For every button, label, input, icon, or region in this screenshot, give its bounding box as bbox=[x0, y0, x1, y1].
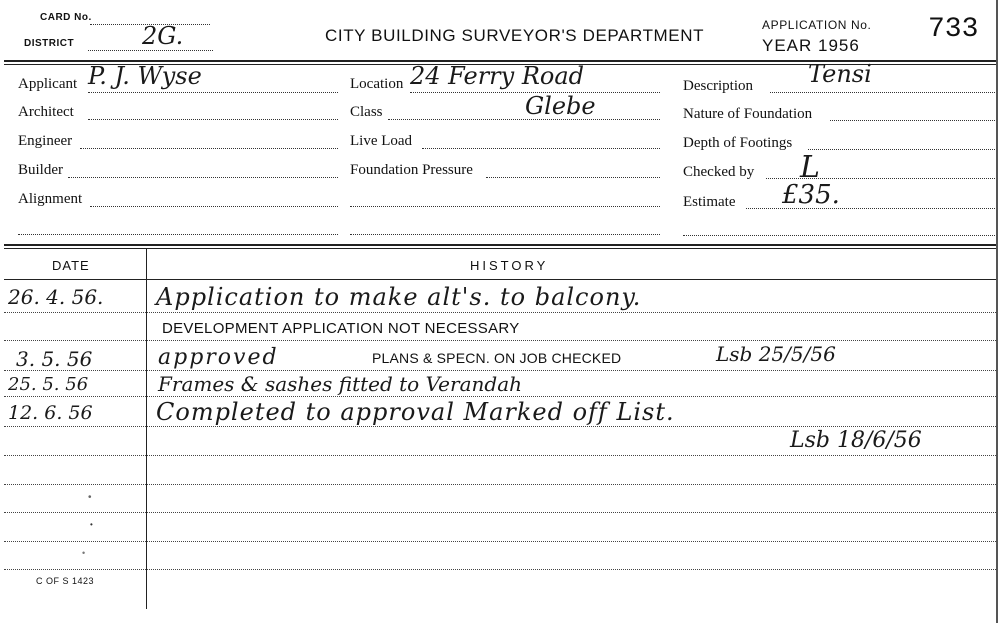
ink-speck: • bbox=[82, 548, 86, 558]
row-history: Completed to approval Marked off List. bbox=[156, 398, 675, 426]
alignment-dotted-line bbox=[90, 206, 338, 207]
applicant-label: Applicant bbox=[18, 76, 78, 92]
nature-of-foundation-dotted-line bbox=[830, 120, 995, 121]
class-label: Class bbox=[350, 104, 383, 120]
checked-by-value: L bbox=[800, 150, 820, 185]
applicant-value: P. J. Wyse bbox=[88, 62, 202, 90]
col2-dotted-line-5 bbox=[350, 206, 660, 207]
table-rule bbox=[4, 312, 998, 313]
class-dotted-line bbox=[388, 119, 660, 120]
architect-dotted-line bbox=[88, 119, 338, 120]
builder-label: Builder bbox=[18, 162, 63, 178]
table-top-rule bbox=[4, 244, 998, 246]
alignment-dotted-line-2 bbox=[18, 234, 338, 235]
year-label: YEAR 1956 bbox=[762, 36, 860, 55]
estimate-value: £35. bbox=[782, 180, 840, 210]
table-rule bbox=[4, 541, 998, 542]
ink-speck: • bbox=[88, 492, 92, 503]
table-top-rule-thin bbox=[4, 248, 998, 249]
description-label: Description bbox=[683, 78, 753, 94]
row-signature: Lsb 18/6/56 bbox=[790, 428, 922, 453]
depth-of-footings-dotted-line bbox=[808, 149, 995, 150]
description-dotted-line bbox=[770, 92, 995, 93]
table-rule bbox=[4, 484, 998, 485]
nature-of-foundation-label: Nature of Foundation bbox=[683, 106, 813, 122]
class-value: Glebe bbox=[525, 92, 596, 120]
ink-speck: • bbox=[90, 520, 93, 529]
row-date: 25. 5. 56 bbox=[8, 374, 89, 395]
location-label: Location bbox=[350, 76, 404, 92]
live-load-dotted-line bbox=[422, 148, 660, 149]
card-no-label: CARD No. bbox=[40, 12, 92, 23]
row-history: Application to make alt's. to balcony. bbox=[156, 283, 642, 311]
card-right-edge bbox=[996, 0, 998, 623]
table-rule bbox=[4, 426, 998, 427]
alignment-label: Alignment bbox=[18, 191, 83, 207]
row-stamp: PLANS & SPECN. ON JOB CHECKED bbox=[372, 350, 622, 366]
architect-label: Architect bbox=[18, 104, 74, 120]
row-date: 26. 4. 56. bbox=[8, 285, 104, 309]
department-title: CITY BUILDING SURVEYOR'S DEPARTMENT bbox=[325, 26, 705, 45]
foundation-pressure-dotted-line bbox=[486, 177, 660, 178]
date-column-divider bbox=[146, 249, 147, 609]
district-dotted-line bbox=[88, 50, 213, 51]
row-signature: Lsb 25/5/56 bbox=[716, 342, 836, 366]
checked-by-label: Checked by bbox=[683, 164, 755, 180]
foundation-pressure-label: Foundation Pressure bbox=[350, 162, 473, 178]
col2-dotted-line-6 bbox=[350, 234, 660, 235]
col3-dotted-line-6 bbox=[683, 235, 995, 236]
row-history: DEVELOPMENT APPLICATION NOT NECESSARY bbox=[162, 320, 520, 337]
table-header-rule bbox=[4, 279, 998, 280]
live-load-label: Live Load bbox=[350, 133, 413, 149]
table-rule bbox=[4, 340, 998, 341]
form-code: C OF S 1423 bbox=[36, 576, 95, 586]
row-history: Frames & sashes fitted to Verandah bbox=[158, 372, 522, 396]
depth-of-footings-label: Depth of Footings bbox=[683, 135, 793, 151]
engineer-dotted-line bbox=[80, 148, 338, 149]
applicant-dotted-line bbox=[88, 92, 338, 93]
district-label: DISTRICT bbox=[24, 38, 75, 49]
description-value: Tensi bbox=[808, 60, 872, 88]
estimate-label: Estimate bbox=[683, 194, 736, 210]
history-header: HISTORY bbox=[470, 258, 549, 273]
builder-dotted-line bbox=[68, 177, 338, 178]
table-rule bbox=[4, 370, 998, 371]
table-rule bbox=[4, 455, 998, 456]
location-value: 24 Ferry Road bbox=[410, 62, 585, 90]
engineer-label: Engineer bbox=[18, 133, 73, 149]
district-value: 2G. bbox=[142, 22, 184, 50]
row-date: 12. 6. 56 bbox=[8, 402, 93, 424]
table-rule bbox=[4, 396, 998, 397]
table-rule bbox=[4, 512, 998, 513]
date-header: DATE bbox=[52, 258, 90, 273]
table-rule bbox=[4, 569, 998, 570]
row-date: 3. 5. 56 bbox=[16, 347, 93, 371]
application-no-label: APPLICATION No. bbox=[762, 18, 872, 32]
row-history: approved bbox=[158, 345, 279, 370]
application-no-value: 733 bbox=[928, 14, 979, 45]
